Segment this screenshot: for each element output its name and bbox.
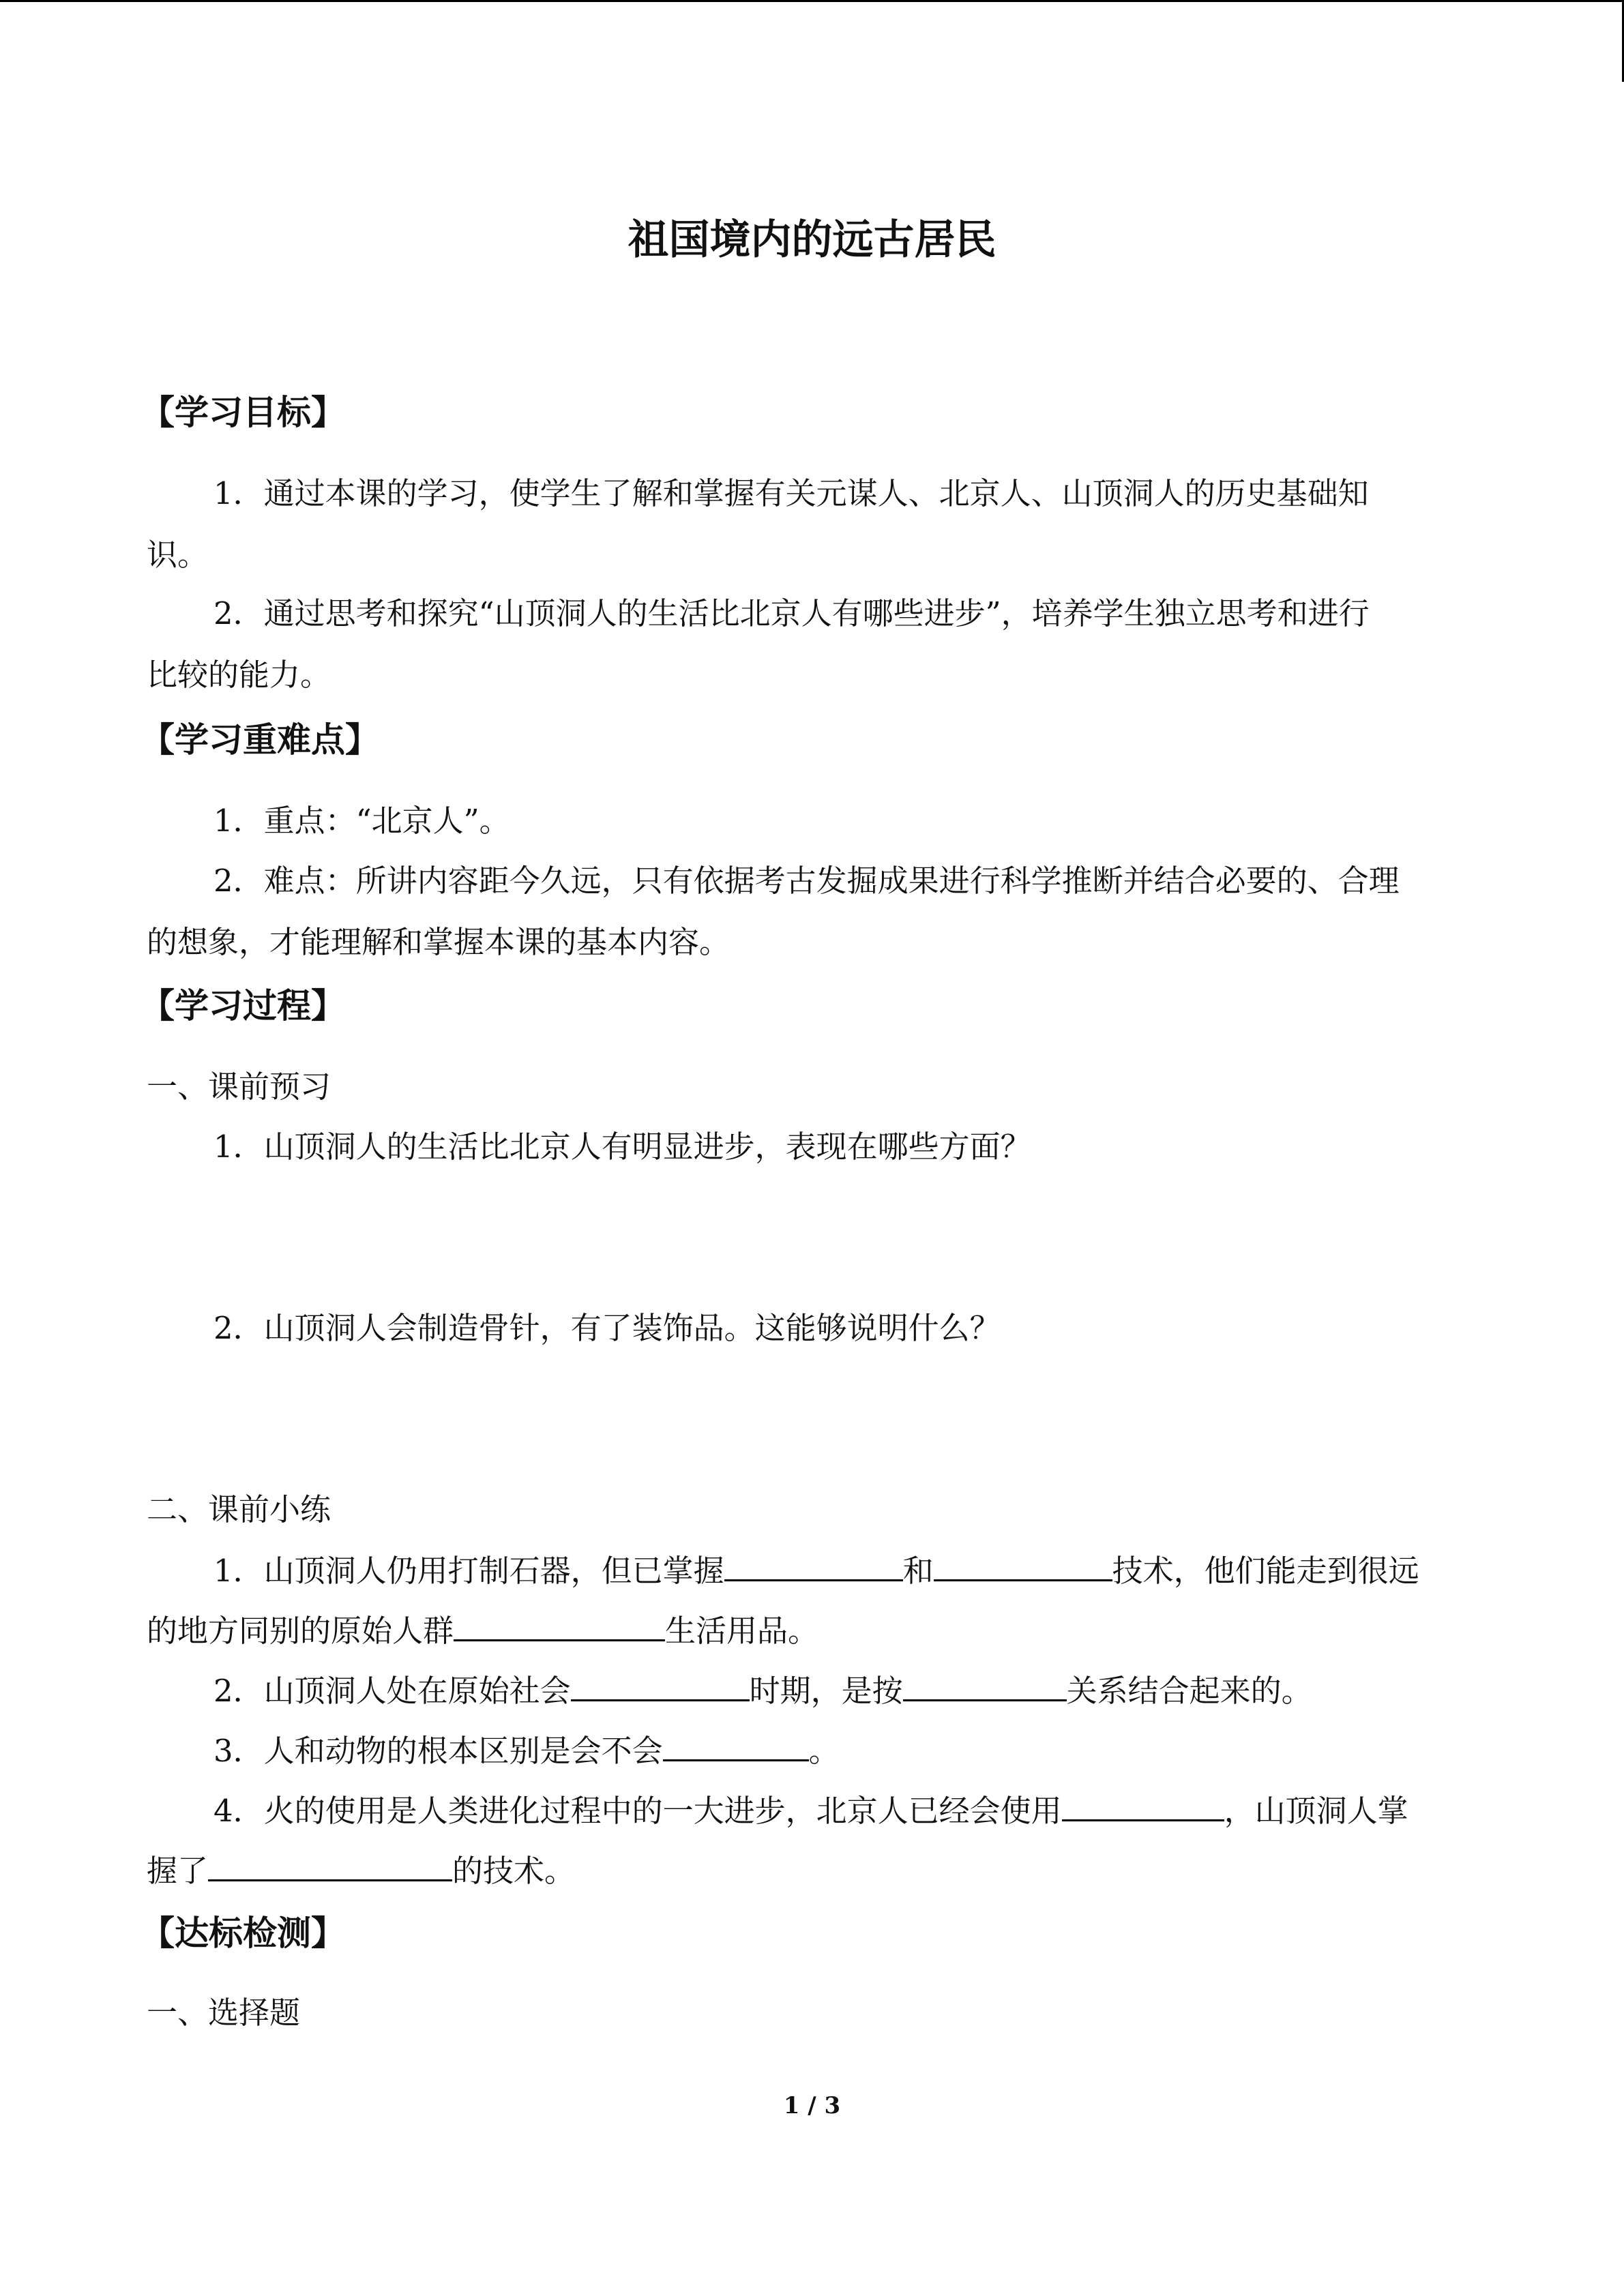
fill-blank-4[interactable] bbox=[571, 1667, 750, 1701]
practice-item-1-line-2 bbox=[147, 1607, 818, 1653]
practice-item-4-text-d: 的技术。 bbox=[452, 1853, 576, 1889]
practice-item-4-text-b: ，山顶洞人掌 bbox=[1224, 1793, 1408, 1829]
fill-blank-5[interactable] bbox=[903, 1667, 1067, 1701]
fill-blank-6[interactable] bbox=[663, 1727, 809, 1761]
practice-item-1-line-1 bbox=[213, 1547, 1419, 1593]
fill-blank-2[interactable] bbox=[934, 1547, 1112, 1581]
preview-question-2: 2．山顶洞人会制造骨针，有了装饰品。这能够说明什么？ bbox=[213, 1310, 1001, 1346]
practice-item-1-text-e: 生活用品。 bbox=[665, 1613, 819, 1649]
practice-title: 二、课前小练 bbox=[147, 1491, 331, 1527]
practice-item-2-text-c: 关系结合起来的。 bbox=[1066, 1673, 1312, 1709]
practice-item-1-text-d: 的地方同别的原始人群 bbox=[147, 1613, 454, 1649]
goal-item-2-line-1: 2．通过思考和探究“山顶洞人的生活比北京人有哪些进步”，培养学生独立思考和进行 bbox=[213, 595, 1370, 631]
goal-item-2-line-2: 比较的能力。 bbox=[147, 657, 331, 693]
fill-blank-7[interactable] bbox=[1062, 1787, 1224, 1821]
practice-item-1-text-c: 技术，他们能走到很远 bbox=[1112, 1553, 1419, 1589]
practice-item-4-text-c: 握了 bbox=[147, 1853, 209, 1889]
section-heading-goals: 【学习目标】 bbox=[141, 392, 345, 432]
preview-question-1: 1．山顶洞人的生活比北京人有明显进步，表现在哪些方面？ bbox=[213, 1129, 1031, 1165]
practice-item-4-text-a: 4．火的使用是人类进化过程中的一大进步，北京人已经会使用 bbox=[213, 1793, 1062, 1829]
top-border-line bbox=[0, 0, 1624, 2]
practice-item-1-text-b: 和 bbox=[902, 1553, 934, 1589]
key-point-item-2-line-2: 的想象，才能理解和掌握本课的基本内容。 bbox=[147, 924, 730, 960]
fill-blank-3[interactable] bbox=[454, 1607, 665, 1641]
goal-item-1-line-2: 识。 bbox=[147, 537, 209, 573]
fill-blank-1[interactable] bbox=[724, 1547, 903, 1581]
preview-title: 一、课前预习 bbox=[147, 1069, 331, 1105]
section-heading-test: 【达标检测】 bbox=[141, 1913, 345, 1953]
goal-item-1-line-1: 1．通过本课的学习，使学生了解和掌握有关元谋人、北京人、山顶洞人的历史基础知 bbox=[213, 475, 1369, 511]
practice-item-2-text-a: 2．山顶洞人处在原始社会 bbox=[213, 1673, 571, 1709]
practice-item-4-line-1 bbox=[213, 1787, 1408, 1833]
key-point-item-2-line-1: 2．难点：所讲内容距今久远，只有依据考古发掘成果进行科学推断并结合必要的、合理 bbox=[213, 863, 1400, 899]
section-heading-process: 【学习过程】 bbox=[141, 985, 345, 1026]
practice-item-3-text-b: 。 bbox=[808, 1733, 840, 1769]
section-heading-key-points: 【学习重难点】 bbox=[141, 719, 379, 760]
practice-item-3 bbox=[213, 1727, 840, 1773]
practice-item-4-line-2 bbox=[147, 1847, 575, 1893]
choice-questions-title: 一、选择题 bbox=[147, 1995, 301, 2031]
fill-blank-8[interactable] bbox=[208, 1847, 452, 1881]
practice-item-2-text-b: 时期，是按 bbox=[749, 1673, 903, 1709]
key-point-item-1: 1．重点：“北京人”。 bbox=[213, 803, 510, 839]
page-number: 1 / 3 bbox=[783, 2092, 841, 2119]
document-title: 祖国境内的远古居民 bbox=[628, 216, 996, 264]
practice-item-3-text-a: 3．人和动物的根本区别是会不会 bbox=[213, 1733, 663, 1769]
practice-item-2 bbox=[213, 1667, 1312, 1713]
practice-item-1-text-a: 1．山顶洞人仍用打制石器，但已掌握 bbox=[213, 1553, 724, 1589]
